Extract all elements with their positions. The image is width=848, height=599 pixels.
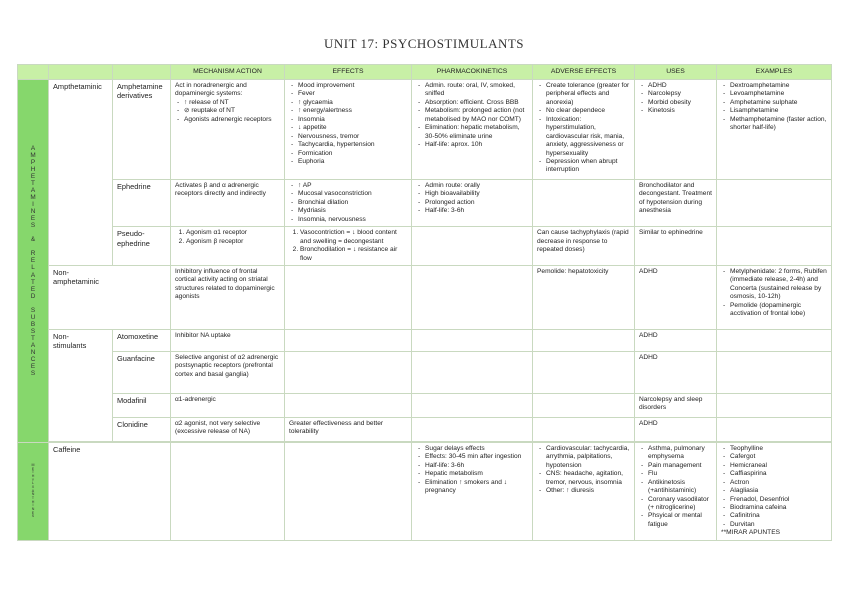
drug-modafinil: Modafinil xyxy=(113,393,171,417)
side-letter: N xyxy=(31,506,35,511)
list-item: - No clear dependece xyxy=(546,107,630,115)
row-atomoxetine xyxy=(18,329,832,351)
adverse-effects-cell xyxy=(533,180,635,227)
list-item: - Half-life: 3-6h xyxy=(425,207,528,215)
side-letter: L xyxy=(32,481,34,486)
row-amphetamine-derivatives xyxy=(18,80,832,180)
header-examples: EXAMPLES xyxy=(717,65,832,80)
list-item: - Intoxication: hyperstimulation, cardiovascular risk, mania, anxiety, aggressiveness or hypersexuality xyxy=(546,116,630,158)
uses-cell: Bronchodilator and decongestant. Treatment of hypotension during anesthesia xyxy=(635,180,717,227)
side-label-amphetamines xyxy=(18,80,49,443)
examples-cell xyxy=(717,265,832,329)
side-letter: N xyxy=(31,492,35,497)
drug-amphetamine-derivatives: Amphetamine derivatives xyxy=(113,80,171,180)
mechanism-cell xyxy=(171,442,285,540)
page-title: UNIT 17: PSYCHOSTIMULANTS xyxy=(323,36,525,51)
pharmacokinetics-cell xyxy=(412,329,533,351)
side-label-methylxanthines xyxy=(18,442,49,540)
pharmacokinetics-cell xyxy=(412,393,533,417)
header-row xyxy=(18,65,832,80)
uses-cell: ADHD xyxy=(635,351,717,393)
list-item: - Mucosal vasoconstriction xyxy=(298,190,407,198)
examples-cell xyxy=(717,442,832,540)
examples-cell xyxy=(717,417,832,441)
side-letter: X xyxy=(31,484,35,489)
side-letter: I xyxy=(32,503,34,508)
list-item: - Flu xyxy=(648,470,712,478)
list-item: - Caffiaspirina xyxy=(730,470,827,478)
side-letter: N xyxy=(30,349,36,357)
row-caffeine xyxy=(18,442,832,540)
adverse-effects-cell xyxy=(533,351,635,393)
mechanism-text: Act in noradrenergic and dopaminergic systems: xyxy=(175,82,247,98)
list-item: - Levoamphetamine xyxy=(730,90,827,98)
drug-atomoxetine: Atomoxetine xyxy=(113,329,171,351)
list-item: - Insomnia, nervousness xyxy=(298,216,407,224)
category-non-stimulants: Non- stimulants xyxy=(49,329,113,441)
examples-cell xyxy=(717,227,832,266)
list-item: - Create tolerance (greater for peripheral effects and anorexia) xyxy=(546,82,630,107)
examples-cell xyxy=(717,351,832,393)
list-item: - Phsyical or mental fatigue xyxy=(648,512,712,529)
mechanism-cell: Activates β and α adrenergic receptors directly and indirectly xyxy=(171,180,285,227)
adverse-effects-cell xyxy=(533,80,635,180)
header-blank xyxy=(18,65,49,80)
side-letter: R xyxy=(30,250,36,258)
list-item: - Euphoria xyxy=(298,158,407,166)
side-letter: L xyxy=(31,264,35,272)
list-item: - ↑ AP xyxy=(298,182,407,190)
side-letter xyxy=(18,229,48,236)
adverse-effects-cell: Can cause tachyphylaxis (rapid decrease in response to repeated doses) xyxy=(533,227,635,266)
row-clonidine xyxy=(18,417,832,441)
list-item: - Antikinetosis (+antihistaminic) xyxy=(648,479,712,496)
side-letter: A xyxy=(30,342,36,349)
side-letter: C xyxy=(30,356,36,364)
list-item: - Hepatic metabolism xyxy=(425,470,528,478)
side-letter: U xyxy=(30,313,36,321)
adverse-effects-cell xyxy=(533,442,635,540)
header-blank xyxy=(49,65,113,80)
list-item: - Pain management xyxy=(648,462,712,470)
list-item: - Elimination: hepatic metabolism, 30-50% eliminate urine xyxy=(425,124,528,141)
list-item: - Effects: 30-45 min after ingestion xyxy=(425,453,528,461)
effects-cell xyxy=(285,393,412,417)
uses-cell: ADHD xyxy=(635,417,717,441)
effects-cell xyxy=(285,351,412,393)
list-item: - Tachycardia, hypertension xyxy=(298,141,407,149)
side-letter: M xyxy=(30,194,36,202)
list-item: 1. Vasocontriction = ↓ blood content and swelling = decongestant xyxy=(300,229,407,246)
list-item: - High bioavailability xyxy=(425,190,528,198)
pharmacokinetics-cell xyxy=(412,265,533,329)
list-item: - Elimination ↑ smokers and ↓ pregnancy xyxy=(425,479,528,496)
list-item: - Asthma, pulmonary emphysema xyxy=(648,445,712,462)
pharmacokinetics-cell xyxy=(412,80,533,180)
row-guanfacine xyxy=(18,351,832,393)
side-letter: T xyxy=(31,334,35,342)
list-item: - Bronchial dilation xyxy=(298,199,407,207)
list-item: - Narcolepsy xyxy=(648,90,712,98)
effects-cell: Greater effectiveness and better tolerability xyxy=(285,417,412,441)
adverse-effects-cell xyxy=(533,417,635,441)
list-item: - Cafergot xyxy=(730,453,827,461)
list-item: - Cardiovascular: tachycardia, arrythmia, palpitations, hypotension xyxy=(546,445,630,470)
list-item: - ⊘ reuptake of NT xyxy=(184,107,280,115)
list-item: - Pemolide (dopaminergic acctivation of frontal lobe) xyxy=(730,302,827,319)
list-item: - Cafinitrina xyxy=(730,512,827,520)
side-letter: S xyxy=(30,370,36,378)
list-item: - Frenadol, Desenfriol xyxy=(730,496,827,504)
list-item: - Amphetamine sulphate xyxy=(730,99,827,107)
side-letter: P xyxy=(30,158,36,166)
pharmacokinetics-cell xyxy=(412,180,533,227)
effects-cell xyxy=(285,180,412,227)
examples-cell xyxy=(717,180,832,227)
effects-cell xyxy=(285,442,412,540)
list-item: - ↑ energy/alertness xyxy=(298,107,407,115)
list-item: - Depression when abrupt interruption xyxy=(546,158,630,175)
effects-cell xyxy=(285,265,412,329)
side-letter: H xyxy=(31,473,35,478)
list-item: - Coronary vasodilator (+ nitroglicerine) xyxy=(648,496,712,513)
side-letter: E xyxy=(30,363,36,371)
list-item: - Half-life: aprox. 10h xyxy=(425,141,528,149)
mechanism-cell xyxy=(171,80,285,180)
side-letter: I xyxy=(32,201,34,209)
header-mechanism: MECHANISM ACTION xyxy=(171,65,285,80)
list-item: - Morbid obesity xyxy=(648,99,712,107)
side-letter: E xyxy=(31,510,35,515)
uses-cell: Similar to ephinedrine xyxy=(635,227,717,266)
effects-cell xyxy=(285,329,412,351)
side-label-text xyxy=(18,145,48,378)
examples-cell xyxy=(717,393,832,417)
list-item: 2. Agonism β receptor xyxy=(186,238,280,246)
pharmacokinetics-cell xyxy=(412,417,533,441)
side-letter: A xyxy=(31,488,35,493)
mechanism-cell xyxy=(171,227,285,266)
psychostimulants-table xyxy=(17,64,832,541)
list-item: - Agonists adrenergic receptors xyxy=(184,116,280,124)
drug-caffeine: Caffeine xyxy=(49,442,171,540)
list-item: - Prolonged action xyxy=(425,199,528,207)
side-label-text xyxy=(18,464,48,519)
side-letter: T xyxy=(31,179,35,187)
uses-cell: ADHD xyxy=(635,265,717,329)
effects-cell xyxy=(285,227,412,266)
mechanism-cell: Inhibitory influence of frontal cortical activity acting on striatal structures related to dopaminergic agonists xyxy=(171,265,285,329)
list-item: - Formication xyxy=(298,150,407,158)
list-item: - Hemicraneal xyxy=(730,462,827,470)
pharmacokinetics-cell xyxy=(412,227,533,266)
category-non-amphetaminic: Non- amphetaminic xyxy=(49,265,171,329)
list-item: - Sugar delays effects xyxy=(425,445,528,453)
list-item: - Lisamphetamine xyxy=(730,107,827,115)
list-item: - Metabolism: prolonged action (not metabolised by MAO nor COMT) xyxy=(425,107,528,124)
category-ampthetaminic: Ampthetaminic xyxy=(49,80,113,266)
side-letter: H xyxy=(31,499,35,504)
side-letter: D xyxy=(30,292,36,300)
mechanism-cell: α1-adrenergic xyxy=(171,393,285,417)
row-pseudoephedrine xyxy=(18,227,832,266)
side-letter: A xyxy=(30,144,36,152)
list-item: - Mood improvement xyxy=(298,82,407,90)
side-letter xyxy=(18,243,48,250)
list-item: - Durvitan xyxy=(730,521,827,529)
side-letter xyxy=(18,300,48,307)
uses-cell xyxy=(635,442,717,540)
side-letter: H xyxy=(30,165,36,173)
list-item: - ↑ glycaemia xyxy=(298,99,407,107)
list-item: 1. Agonism α1 receptor xyxy=(186,229,280,237)
list-item: - Mydriasis xyxy=(298,207,407,215)
effects-cell xyxy=(285,80,412,180)
list-item: - Biodramina cafeina xyxy=(730,504,827,512)
examples-cell xyxy=(717,80,832,180)
header-pharmacokinetics: PHARMACOKINETICS xyxy=(412,65,533,80)
list-item: - CNS: headache, agitation, tremor, nervous, insomnia xyxy=(546,470,630,487)
list-item: - ↓ appetite xyxy=(298,124,407,132)
list-item: - Admin. route: oral, IV, smoked, sniffed xyxy=(425,82,528,99)
row-modafinil xyxy=(18,393,832,417)
adverse-effects-cell: Pemolide: hepatotoxicity xyxy=(533,265,635,329)
mechanism-cell: Selective angonist of α2 adrenergic postsynaptic receptors (prefrontal cortex and basal ganglia) xyxy=(171,351,285,393)
header-effects: EFFECTS xyxy=(285,65,412,80)
header-uses: USES xyxy=(635,65,717,80)
list-item: - Dextroamphetamine xyxy=(730,82,827,90)
uses-cell xyxy=(635,80,717,180)
uses-cell: Narcolepsy and sleep disorders xyxy=(635,393,717,417)
side-letter: T xyxy=(31,470,35,475)
side-letter: S xyxy=(31,514,35,519)
mechanism-cell: α2 agonist, not very selective (excessive release of NA) xyxy=(171,417,285,441)
side-letter: A xyxy=(30,186,36,194)
side-letter: & xyxy=(30,236,36,244)
side-letter: E xyxy=(31,466,35,471)
list-item: 2. Bronchodilation = ↓ resistance air flow xyxy=(300,246,407,263)
pharmacokinetics-cell xyxy=(412,351,533,393)
row-ephedrine xyxy=(18,180,832,227)
list-item: - Other: ↑ diuresis xyxy=(546,487,630,495)
side-letter: T xyxy=(31,495,35,500)
uses-cell: ADHD xyxy=(635,329,717,351)
list-item: - Alagliasia xyxy=(730,487,827,495)
side-letter: S xyxy=(30,327,36,335)
adverse-effects-cell xyxy=(533,393,635,417)
list-item: - Teophylline xyxy=(730,445,827,453)
adverse-effects-cell xyxy=(533,329,635,351)
examples-cell xyxy=(717,329,832,351)
drug-pseudoephedrine: Pseudo- ephedrine xyxy=(113,227,171,266)
header-blank xyxy=(113,65,171,80)
list-item: - Actron xyxy=(730,479,827,487)
list-item: - Absorption: efficient. Cross BBB xyxy=(425,99,528,107)
side-letter: E xyxy=(30,285,36,293)
side-letter: B xyxy=(30,320,36,328)
side-letter: T xyxy=(31,278,35,286)
pharmacokinetics-cell xyxy=(412,442,533,540)
row-non-amphetaminic xyxy=(18,265,832,329)
drug-guanfacine: Guanfacine xyxy=(113,351,171,393)
mechanism-cell: Inhibitor NA uptake xyxy=(171,329,285,351)
list-item: - Nervousness, tremor xyxy=(298,133,407,141)
side-letter: E xyxy=(30,257,36,265)
list-item: - Methamphetamine (faster action, shorter half-life) xyxy=(730,116,827,133)
side-letter: M xyxy=(30,151,36,159)
side-letter: S xyxy=(30,306,36,314)
list-item: - Admin route: orally xyxy=(425,182,528,190)
side-letter: S xyxy=(30,222,36,230)
list-item: - Insomnia xyxy=(298,116,407,124)
list-item: - Kinetosis xyxy=(648,107,712,115)
list-item: - ↑ release of NT xyxy=(184,99,280,107)
drug-clonidine: Clonidine xyxy=(113,417,171,441)
list-item: - Fever xyxy=(298,90,407,98)
list-item: - ADHD xyxy=(648,82,712,90)
side-letter: M xyxy=(31,463,35,468)
side-letter: A xyxy=(30,271,36,279)
list-item: - Metylphenidate: 2 forms, Rubifen (immediate release, 2-4h) and Concerta (sustained release by osmosis, 10-12h) xyxy=(730,268,827,302)
side-letter: E xyxy=(30,172,36,180)
drug-ephedrine: Ephedrine xyxy=(113,180,171,227)
side-letter: Y xyxy=(31,477,35,482)
header-adverse-effects: ADVERSE EFFECTS xyxy=(533,65,635,80)
examples-note: **MIRAR APUNTES xyxy=(721,529,780,537)
side-letter: N xyxy=(30,208,36,216)
side-letter: E xyxy=(30,215,36,223)
list-item: - Half-life: 3-6h xyxy=(425,462,528,470)
